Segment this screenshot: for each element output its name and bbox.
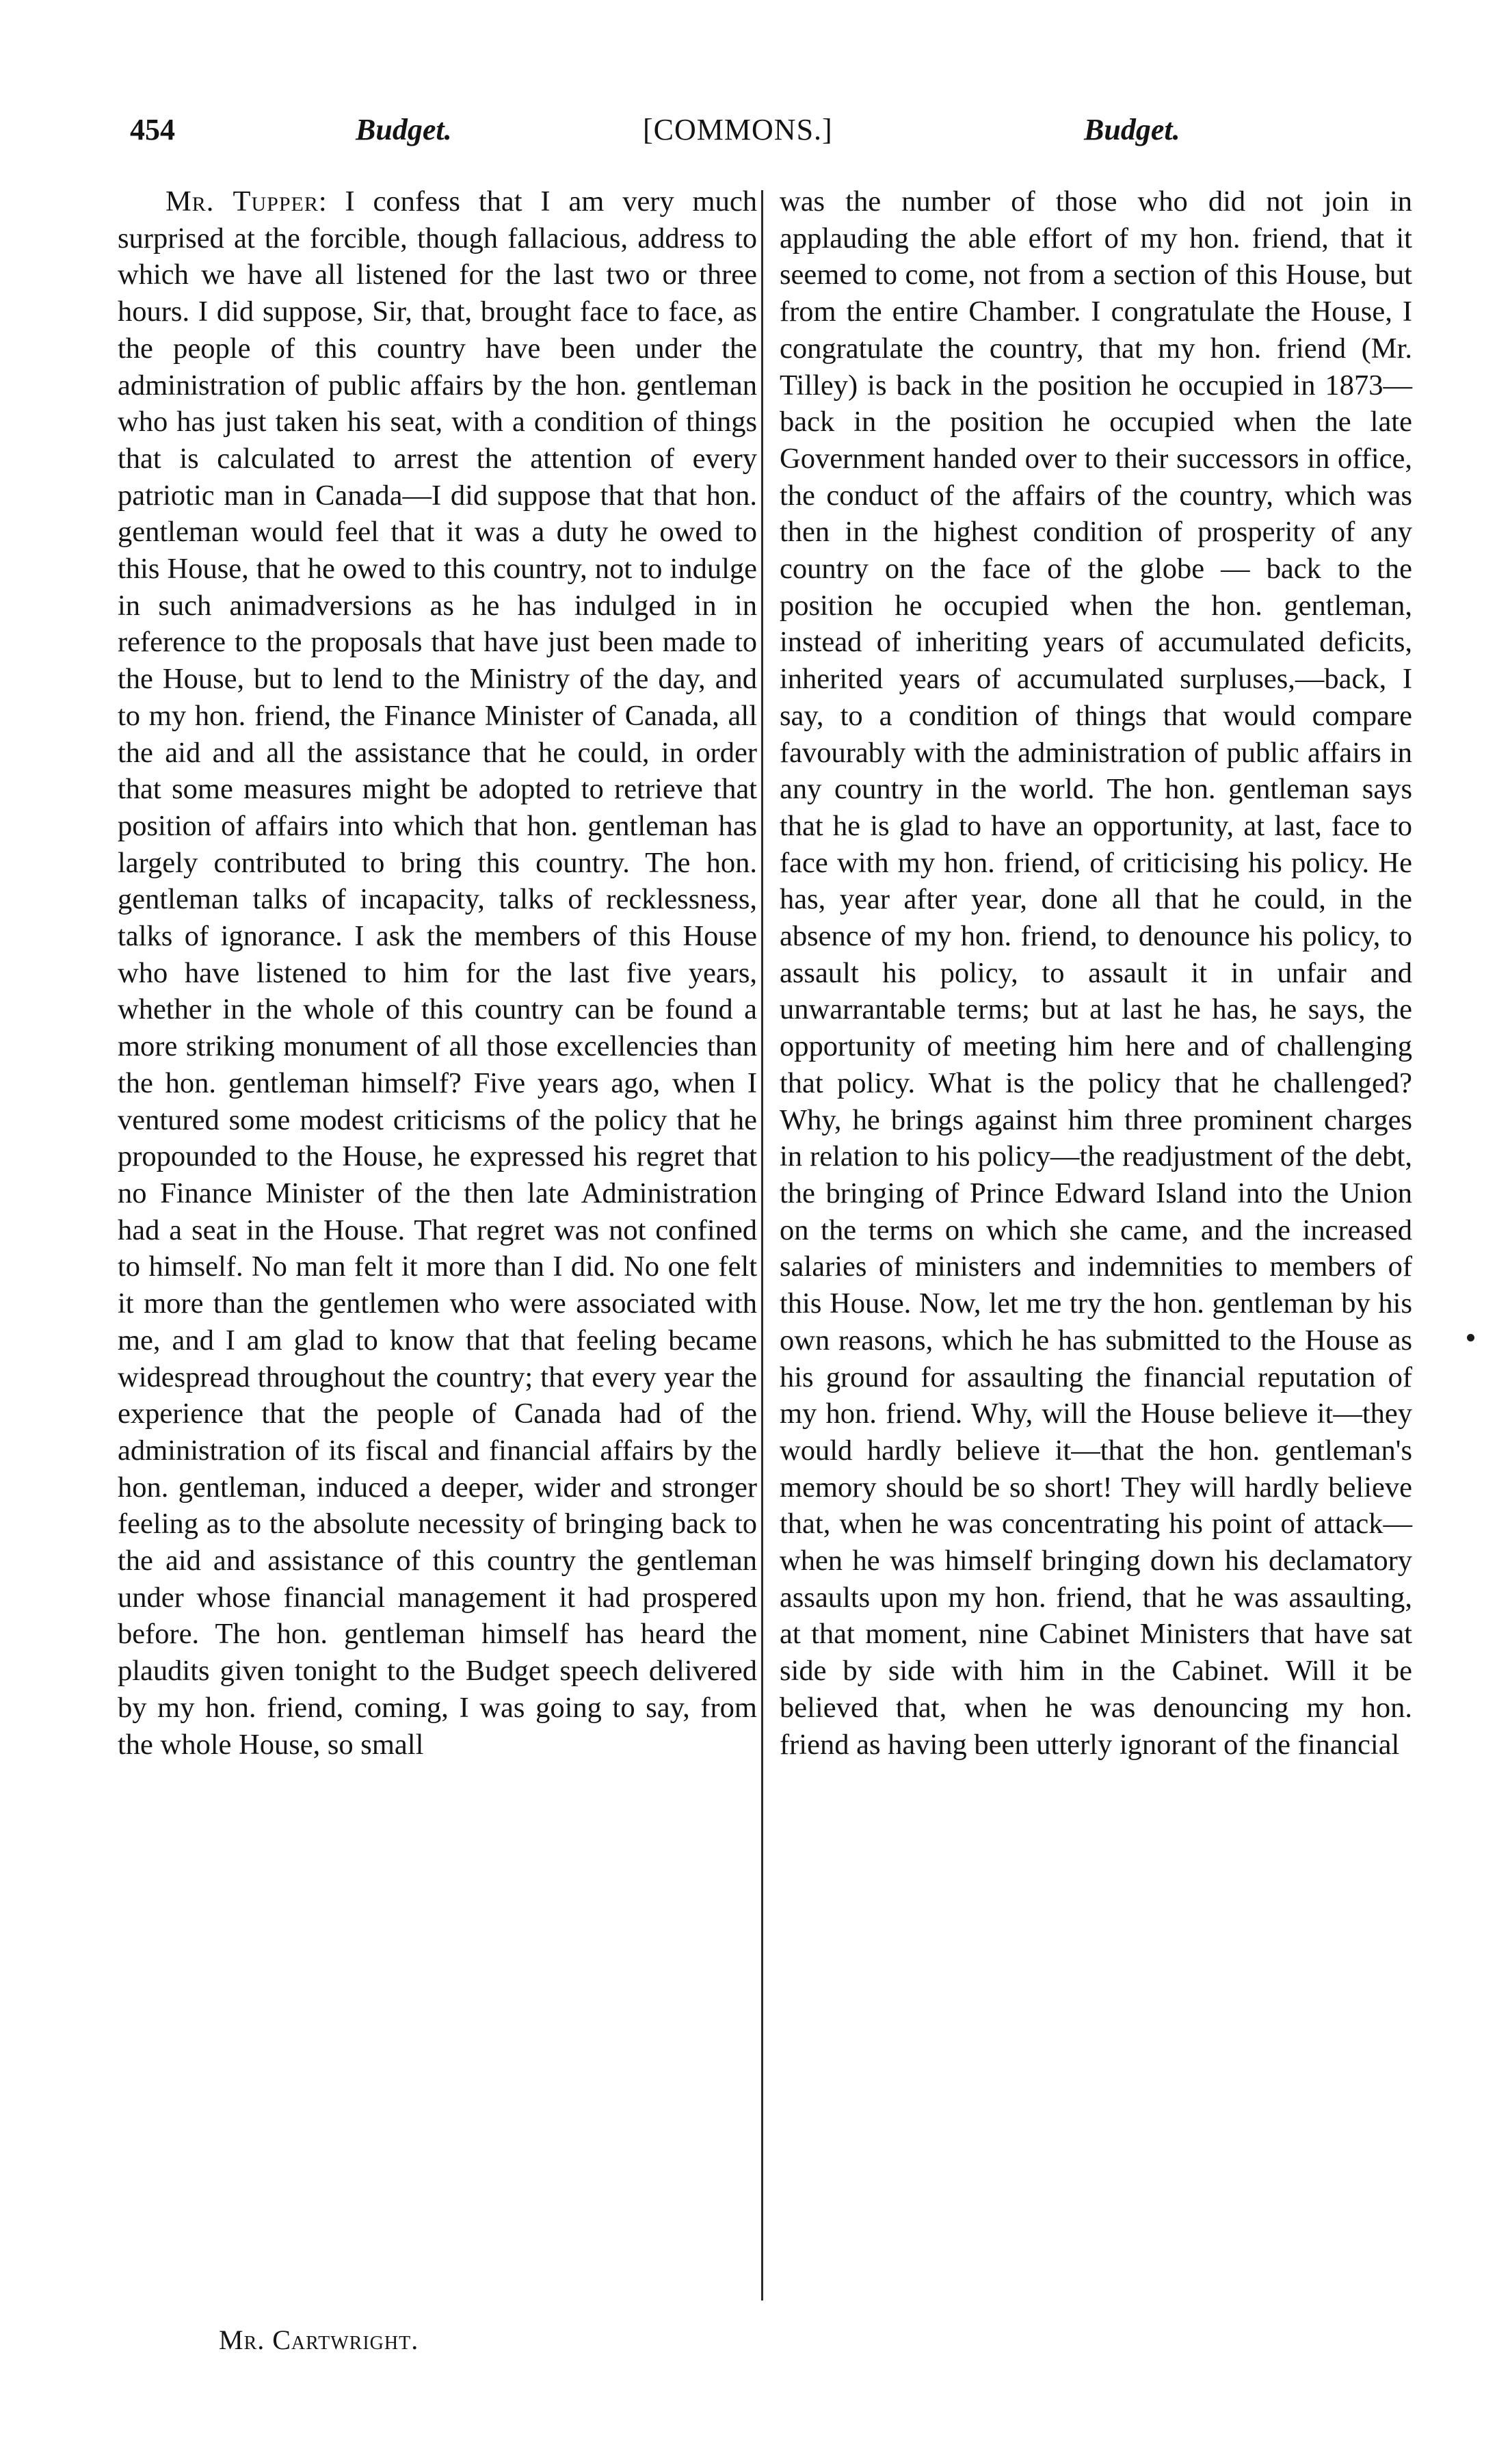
chamber-title: [COMMONS.] — [643, 113, 833, 146]
left-running-title: Budget. — [356, 113, 452, 146]
speech-text-left: : I confess that I am very much surprised at the forcible, though fallacious, address to which we have all listened for the last two or three hours. I did suppose, Sir, that, brought face to face, as the people of this country have been under the administration of public affairs by the hon. gentleman who has just taken his seat, with a condition of things that is calculated to arrest the attention of every patriotic man in Canada—I did suppose that that hon. gentleman would feel that it was a duty he owed to this House, that he owed to this country, not to indulge in such animadversions as he has indulged in in reference to the proposals that have just been made to the House, but to lend to the Ministry of the day, and to my hon. friend, the Finance Minister of Canada, all the aid and all the assistance that he could, in order that some measures might be adopted to retrieve that position of affairs into which that hon. gentleman has largely contributed to bring this country. The hon. gentleman talks of incapacity, talks of recklessness, talks of ignorance. I ask the members of this House who have listened to him for the last five years, whether in the whole of this country can be found a more striking monument of all those excellencies than the hon. gentleman himself? Five years ago, when I ventured some modest criticisms of the policy that he propounded to the House, he expressed his regret that no Finance Minister of the then late Administration had a seat in the House. That regret was not confined to himself. No man felt it more than I did. No one felt it more than the gentlemen who were associated with me, and I am glad to know that that feeling became widespread throughout the country; that every year the experience that the people of Canada had of the administration of its fiscal and financial affairs by the hon. gentleman, induced a deeper, wider and stronger feeling as to the absolute necessity of bringing back to the aid and assistance of this country the gentleman under whose financial management it had prospered before. The hon. gentleman himself has heard the plaudits given tonight to the Budget speech delivered by my hon. friend, coming, I was going to say, from the whole House, so small — [118, 185, 757, 1761]
footer-signature: Mr. Cartwright. — [219, 2324, 419, 2355]
margin-mark — [1467, 1334, 1474, 1341]
right-column — [780, 183, 1412, 1763]
right-running-title: Budget. — [1084, 113, 1180, 146]
left-column — [118, 183, 757, 1763]
speech-paragraph — [118, 183, 757, 1763]
page-header — [0, 109, 1510, 157]
speech-text-right: was the number of those who did not join in applauding the able effort of my hon. friend, that it seemed to come, not from a section of this House, but from the entire Chamber. I congratulate the House, I congratulate the country, that my hon. friend (Mr. Tilley) is back in the position he occupied in 1873—back in the position he occupied when the late Government handed over to their successors in office, the conduct of the affairs of the country, which was then in the highest condition of prosperity of any country on the face of the globe — back to the position he occupied when the hon. gentleman, instead of inheriting years of accumulated deficits, inherited years of accumulated surpluses,—back, I say, to a condition of things that would compare favourably with the administration of public affairs in any country in the world. The hon. gentleman says that he is glad to have an opportunity, at last, face to face with my hon. friend, of criticising his policy. He has, year after year, done all that he could, in the absence of my hon. friend, to denounce his policy, to assault his policy, to assault it in unfair and unwarrantable terms; but at last he has, he says, the opportunity of meeting him here and of challenging that policy. What is the policy that he challenged? Why, he brings against him three prominent charges in relation to his policy—the readjustment of the debt, the bringing of Prince Edward Island into the Union on the terms on which she came, and the increased salaries of ministers and indemnities to members of this House. Now, let me try the hon. gentleman by his own reasons, which he has submitted to the House as his ground for assaulting the financial reputation of my hon. friend. Why, will the House believe it—they would hardly believe it—that the hon. gentleman's memory should be so short! They will hardly believe that, when he was concentrating his point of attack—when he was himself bringing down his declamatory assaults upon my hon. friend, that he was assaulting, at that moment, nine Cabinet Ministers that have sat side by side with him in the Cabinet. Will it be believed that, when he was denouncing my hon. friend as having been utterly ignorant of the financial — [780, 185, 1412, 1761]
speaker-name: Mr. Tupper — [165, 185, 319, 218]
page-number: 454 — [130, 113, 175, 146]
column-divider — [761, 190, 763, 2301]
